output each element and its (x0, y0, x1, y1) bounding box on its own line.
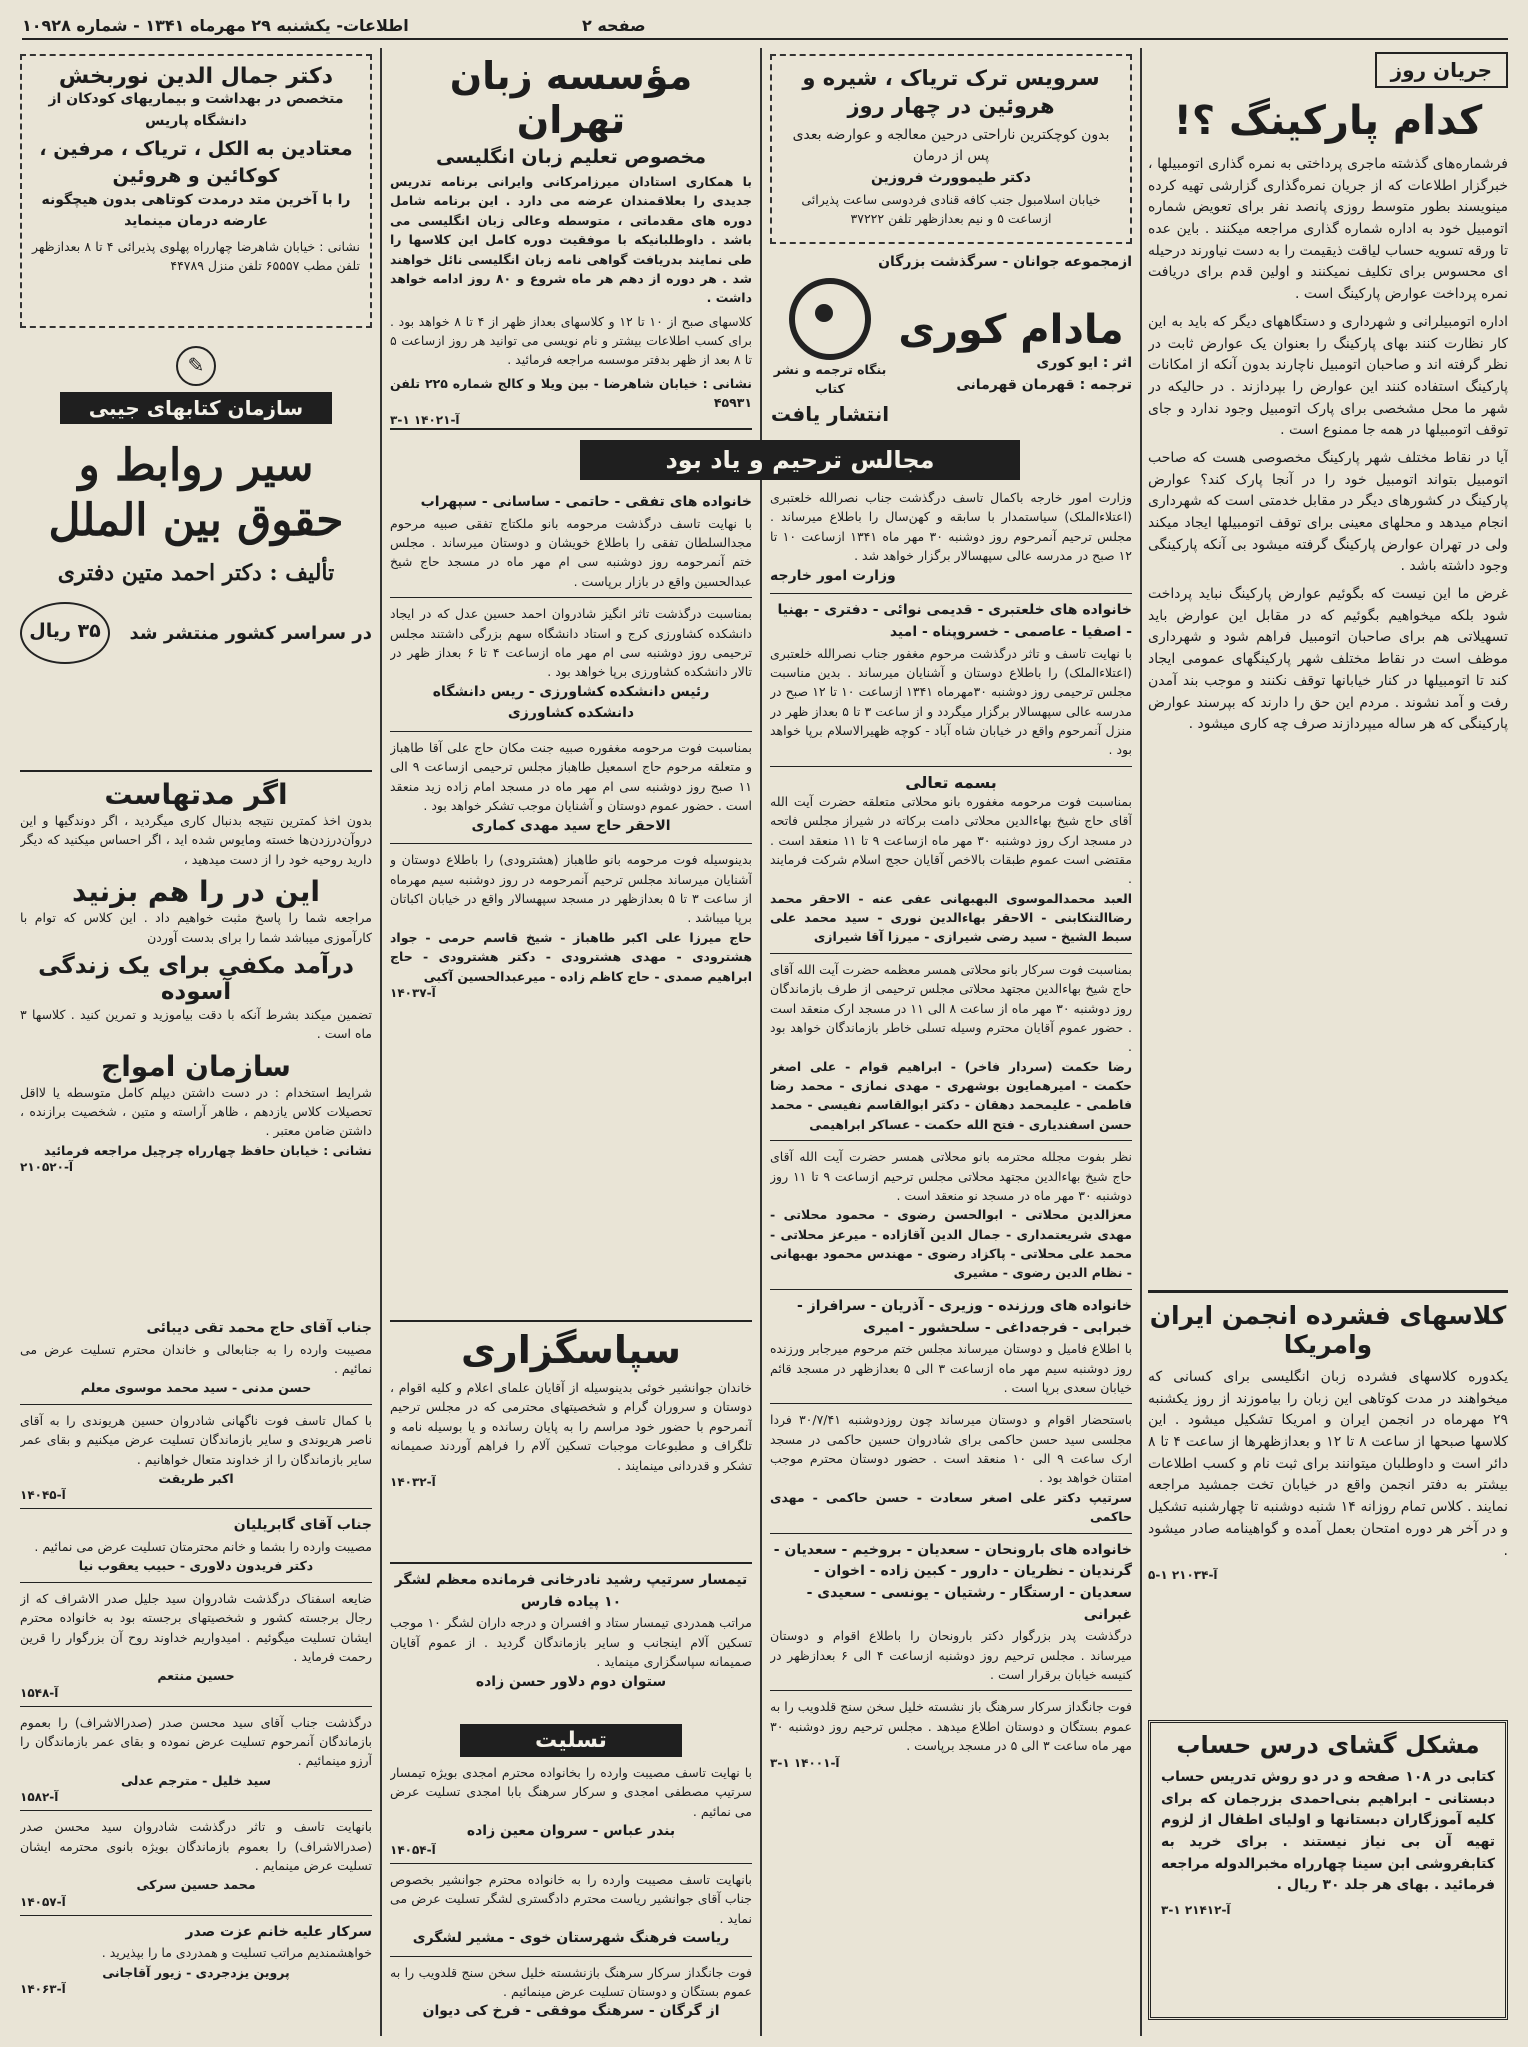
cure-ad-doctor: دکتر طیموورث فروزین (871, 170, 1031, 187)
job-ad-company: سازمان امواج (101, 1049, 291, 1083)
notice-signature: محمد حسین سرکی (136, 1877, 256, 1893)
notice-body: بمناسبت فوت مرحومه مغفوره بانو محلاتی متعلقه حضرت آیت الله آقای حاج شیخ بهاءالدین محلاتی دامت برکاته در شیراز مجلس فاتحه در مسجد ارک روز دوشنبه ۳۰ مهر ماه ازساعت ۹ تا ۱۱ منعقد است . مقتضی است عموم طبقات بالاخص آقایان حجج اسلام شرکت فرمایند . (770, 793, 1132, 887)
book-title: مادام کوری (898, 307, 1124, 354)
doctor-ad (20, 54, 372, 328)
doctor-treatments-note: را با آخرین متد درمدت کوتاهی بدون هیچگونه عارضه درمان مینماید (41, 191, 351, 230)
book-author: تألیف : دکتر احمد متین دفتری (57, 560, 335, 586)
notice-reference: آ-۱۵۸۲ (20, 1790, 59, 1805)
job-training-ad (20, 770, 372, 1310)
notice-signature: حاج میرزا علی اکبر طاهباز - شیخ قاسم حرمی - جواد هشترودی - مهدی هشترودی - دکتر هشترودی - حاج ابراهیم صمدی - حاج کاظم زاده - میرعبدالحسین آکبی (390, 929, 752, 984)
iran-america-classes-ad (1148, 1290, 1508, 1680)
notice-reference: آ-۱۴۰۶۳ (20, 1982, 66, 1997)
notice-body: با نهایت تاسف و تاثر درگذشت مرحوم مغفور جناب نصرالله خلعتبری (اعتلاءالملک) را باطلاع دوستان و آشنایان میرساند . بدین مناسبت مجلس ترحیمی روز دوشنبه ۳۰مهرماه ۱۳۴۱ ازساعت ۱۰ تا ۱۲ صبح در مدرسه عالی سپهسالار برگزار میگردد و از ساعت ۳ تا ۵ بعداز ظهر در منزل آنمرحوم واقع در خیابان شاه آباد - کوچه ظهیرالاسلام برپا خواهد بود . (770, 645, 1132, 758)
army-notice-body: مراتب همدردی تیمسار ستاد و افسران و درجه داران لشگر ۱۰ موجب تسکین آلام اینجانب و سایر بازماندگان گردید . از عموم آقایان صمیمانه سپاسگزاری مینماید . (390, 1615, 752, 1670)
notice-title: خانواده های تفقی - حاتمی - ساسانی - سپهراب (420, 494, 752, 510)
thanks-title: سپاسگزاری (461, 1328, 681, 1372)
notice-signature: حسین منتعم (157, 1668, 235, 1684)
tehran-language-school-ad (390, 54, 752, 430)
notice-signature: رضا حکمت (سردار فاخر) - ابراهیم قوام - علی اصغر حکمت - امیرهمایون بوشهری - مهدی نمازی - محمد رضا فاطمی - علیمحمد دهقان - دکتر ابوالقاسم نفیسی - محمد حسن اسفندیاری - فتح الله حکمت - عساکر ابراهیمی (770, 1058, 1132, 1132)
condolence-reference: آ-۱۴۰۵۴ (390, 1842, 436, 1857)
editorial-paragraph: آیا در نقاط مختلف شهر پارکینگ مخصوصی هست که صاحب اتومبیل بتواند اتومبیل خود را در آنجا پارک کند؟ عوارض پارکینگ در کشورهای دیگر در مقابل خدمتی است که شهرداری انجام میدهد و محلهای معینی برای توقف اتومبیلها ایجاد میکند ولی در تهران عوارض پارکینگ گرفته میشود بی آنکه پارکینگی وجود داشته باشد . (1148, 449, 1508, 575)
condolence-section (390, 1724, 752, 2044)
publisher-logo-icon (789, 278, 871, 360)
ad-title: کلاسهای فشرده انجمن ایران وامریکا (1149, 1301, 1507, 1359)
school-hours: کلاسهای صبح از ۱۰ تا ۱۲ و کلاسهای بعداز ظهر از ۴ تا ۸ خواهد بود . برای کسب اطلاعات بیشتر و نام نویسی می توانید هر روز ازساعت ۵ تا ۸ بعد از ظهر بدفتر موسسه مراجعه فرمائید . (390, 313, 752, 368)
column-divider (1140, 48, 1142, 2036)
notice-signature: اکبر طریقت (158, 1470, 234, 1486)
notice-signature: حسن مدنی - سید محمد موسوی معلم (80, 1380, 312, 1396)
notice-body: فوت جانگداز سرکار سرهنگ باز نشسته خلیل سخن سنج قلدویب را به عموم بستگان و دوستان اطلاع میدهد . مجلس ترحیم روز دوشنبه ۳۰ مهر ماه ساعت ۳ الی ۵ در مسجد برپاست . (770, 1699, 1132, 1754)
notice-reference: آ-۱۴۰۴۵ (20, 1488, 66, 1503)
notice-title: سرکار علیه خانم عزت صدر (185, 1923, 372, 1940)
notice-signature: العبد محمدالموسوی البهبهانی عفی عنه - الاحقر محمد رضاالتنکابنی - الاحقر بهاءالدین نوری - سید محمد علی سبط الشیخ - سید رضی شیرازی - میرزا آقا شیرازی (770, 890, 1132, 945)
condolence-body: فوت جانگداز سرکار سرهنگ بازنشسته خلیل سخن سنج قلدویب را به عموم بستگان و دوستان تسلیت عرض مینمائیم . (390, 1964, 752, 1999)
pocket-books-logo-icon: ✎ (176, 346, 216, 386)
notice-title: بسمه تعالی (905, 772, 997, 792)
column-divider (380, 48, 382, 2036)
notice-signature: دکتر فریدون دلاوری - حبیب یعقوب نیا (78, 1558, 314, 1574)
doctor-treatments: معتادین به الکل ، تریاک ، مرفین ، کوکائین و هروئین (39, 138, 353, 187)
notice-signature: وزارت امور خارجه (770, 567, 896, 584)
editorial-paragraph: اداره اتومبیلرانی و شهرداری و دستگاههای دیگر که باید به این کار نظارت کنند بهای پارکینگ را بعنوان یک عوارض ثابت در نظر گرفته اند و صاحبان اتومبیل ناچارند بدون آنکه از امکانات پارکینگ استفاده کنند این عوارض را بپردازند . در حالیکه در شهر ما محل مشخصی برای پارک اتومبیل وجود ندارد و جای توقف اتومبیلها در همه جا ممنوع است . (1148, 313, 1508, 439)
memorial-notices-column-2 (390, 492, 752, 1312)
notice-signature: سرتیپ دکتر علی اصغر سعادت - حسن حاکمی - مهدی حاکمی (770, 1489, 1132, 1525)
notice-reference: آ-۱۴۰۵۷ (20, 1894, 66, 1909)
doctor-address: نشانی : خیابان شاهرضا چهارراه پهلوی پذیرائی ۴ تا ۸ بعدازظهر تلفن مطب ۶۵۵۵۷ تلفن منزل ۴۴۷۸۹ (32, 238, 360, 274)
notice-signature: پروین یزدجردی - زیور آقاجانی (102, 1964, 290, 1980)
editorial-paragraph: غرض ما این نیست که بگوئیم عوارض پارکینگ نباید پرداخت شود بلکه میخواهیم بگوئیم که در مقابل این عوارض باید تسهیلاتی هم برای صاحبان اتومبیل فراهم شود و شهرداری موظف است در نقاط مختلف شهر پارکینگهای عمومی ایجاد کند تا اتومبیلها در کنار خیابانها توقف نکنند و موجب بند آمدن رفت و آمد نشوند . مردم این حق را دارند که بپرسند عوارض پارکینگی که هر ساله میپردازند صرف چه کاری میشود . (1148, 586, 1508, 733)
notice-body: درگذشت پدر بزرگوار دکتر بارونحان را باطلاع اقوام و دوستان میرساند . مجلس ترحیم روز دوشنبه ازساعت ۴ الی ۶ بعدازظهر در کنیسه خیابان برقرار است . (770, 1628, 1132, 1683)
school-reference: آ-۱۴۰۲۱ ۱-۳ (390, 412, 460, 427)
job-ad-reference: آ-۲۱۰۵۲۰ (20, 1160, 74, 1175)
job-ad-headline: اگر مدتهاست (104, 778, 288, 811)
notice-body: با اطلاع فامیل و دوستان میرساند مجلس ختم مرحوم میرجابر ورزنده روز دوشنبه سیم مهر ماه ازساعت ۳ الی ۵ بعدازظهر در مسجد قائم خیابان سعدی برپا است . (770, 1341, 1132, 1395)
school-address: نشانی : خیابان شاهرضا - بین ویلا و کالج شماره ۲۲۵ تلفن ۴۵۹۳۱ (390, 375, 752, 411)
school-description: با همکاری استادان میرزامرکانی وایرانی برنامه تدریس جدیدی را بعلاقمندان عرضه می دارد . این برنامه شامل دوره های مقدماتی ، متوسطه وعالی زبان انگلیسی می باشد . داوطلبانیکه با موفقیت دوره کامل این کلاسها را طی نمایند بدریافت گواهی نامه زبان انگلیسی نائل خواهند شد . هر دوره از دهم هر ماه شروع و ۸۰ روز ادامه خواهد داشت . (390, 174, 752, 306)
book-translator: ترجمه : قهرمان قهرمانی (956, 377, 1132, 394)
book-publish-status: انتشار یافت (770, 402, 890, 427)
thanks-reference: آ-۱۴۰۳۲ (390, 1474, 436, 1489)
notice-body: وزارت امور خارجه باکمال تاسف درگذشت جناب نصرالله خلعتبری (اعتلاءالملک) سیاستمدار با سابقه و کهن‌سال را باطلاع میرساند . مجلس ترحیم آنمرحوم روز دوشنبه ۳۰ مهر ماه ۱۳۴۱ ازساعت ۱۰ تا ۱۲ صبح در مدرسه عالی سپهسالار برگزار خواهد شد . (770, 490, 1132, 564)
addiction-cure-ad (770, 54, 1132, 244)
job-ad-headline: درآمد مکفی برای یک زندگی آسوده (38, 952, 354, 1005)
notice-body: بدینوسیله فوت مرحومه بانو طاهباز (هشترودی) را باطلاع دوستان و آشنایان میرساند مجلس ترحیم آنمرحومه در روز دوشنبه سیم مهرماه از ساعت ۳ تا ۵ بعدازظهر در مسجد سپهسالار واقع در خیابان اکباتان برپا میباشد . (390, 852, 752, 926)
book-series-line: ازمجموعه جوانان - سرگذشت بزرگان (878, 254, 1132, 270)
notice-reference: آ-۱۵۴۸ (20, 1685, 59, 1700)
job-ad-body: تضمین میکند بشرط آنکه با دقت بیاموزید و تمرین کنید . کلاسها ۳ ماه است . (20, 1006, 372, 1042)
condolence-signature: از گرگان - سرهنگ موفقی - فرخ کی دیوان (422, 2003, 720, 2020)
thanks-notice (390, 1320, 752, 1560)
school-name: مؤسسه زبان تهران (449, 54, 693, 142)
condolence-notices-column (20, 1318, 372, 2043)
ad-reference: آ-۲۱۰۳۴ ۱-۵ (1148, 1568, 1218, 1583)
job-ad-conditions: شرایط استخدام : در دست داشتن دیپلم کامل متوسطه یا لااقل تحصیلات کلاس یازدهم ، ظاهر آراسته و متین ، شخصیت برازنده ، داشتن ضامن معتبر . (20, 1084, 372, 1139)
publisher-name: بنگاه ترجمه و نشر کتاب (773, 361, 887, 397)
condolence-banner: تسلیت (460, 1724, 682, 1757)
section-tag: جریان روز (1375, 52, 1508, 88)
army-thanks-notice (390, 1562, 752, 1722)
notice-body: بمناسبت فوت مرحومه مغفوره صبیه جنت مکان حاج علی آقا طاهباز و متعلقه مرحوم حاج اسمعیل طاهباز مجلس ترحیمی ازساعت ۹ الی ۱۱ صبح روز دوشنبه سی ام مهر ماه در مسجد امام زاده زید منعقد است . حضور عموم دوستان و آشنایان موجب تشکر خواهد بود . (390, 740, 752, 814)
book-ad-body: کتابی در ۱۰۸ صفحه و در دو روش تدریس حساب دبستانی - ابراهیم بنی‌احمدی بزرجمان که برای کلیه آموزگاران دبستانها و اولیای اطفال از لزوم تهیه آن بی نیاز نیستند . برای خرید به کتابفروشی ابن سینا چهارراه مخبرالدوله مراجعه فرمائید . بهای هر جلد ۳۰ ریال . (1161, 1769, 1496, 1894)
doctor-specialty: متخصص در بهداشت و بیماریهای کودکان از دانشگاه پاریس (48, 91, 344, 129)
cure-ad-body: بدون کوچکترین ناراحتی درحین معالجه و عوارضه بعدی پس از درمان (792, 126, 1110, 165)
notice-body: با نهایت تاسف درگذشت مرحومه بانو ملکتاج تفقی صبیه مرحوم مجدالسلطان تفقی را باطلاع خویشان و دوستان میرساند . مجلس ختم آنمرحومه روز دوشنبه سی ام مهر ماه در مسجد حاج شیخ عبدالحسین واقع در بازار برپاست . (390, 515, 752, 589)
masthead (22, 16, 1508, 40)
column-divider (760, 48, 762, 2036)
distribution-note: در سراسر کشور منتشر شد (129, 622, 372, 644)
book-ad-reference: آ-۲۱۴۱۲ ۱-۳ (1161, 1903, 1231, 1918)
page-number: صفحه ۲ (582, 16, 646, 35)
notice-body: باستحضار اقوام و دوستان میرساند چون روزدوشنبه ۳۰/۷/۴۱ فردا مجلسی سید حسن حاکمی برای شادروان حسین حاکمی در مسجد ارک ساعت ۹ الی ۱۰ منعقد است . حضور دوستان محترم موجب امتنان خواهد بود . (770, 1412, 1132, 1486)
notice-body: خواهشمندیم مراتب تسلیت و همدردی ما را بپذیرید . (101, 1945, 372, 1961)
math-book-ad (1148, 1720, 1508, 2020)
condolence-body: با نهایت تاسف مصیبت وارده را بخانواده محترم امجدی بویژه تیمسار سرتیپ مصطفی امجدی و سرکار سرهنگ بابا امجدی تسلیت عرض می نمائیم . (390, 1765, 752, 1819)
notice-title: دانشکده کشاورزی (507, 705, 635, 722)
condolence-body: بانهایت تاسف مصیبت وارده را به خانواده محترم جوانشیر بخصوص جناب آقای جوانشیر ریاست محترم دادگستری لشگر تسلیت عرض می نماید . (390, 1871, 752, 1926)
thanks-body: خاندان جوانشیر خوئی بدینوسیله از آقایان علمای اعلام و کلیه اقوام ، دوستان و سروران گرام و شخصیتهای محترمی که در مجلس ترحیم آنمرحوم با حضور خود مراسم را به پایان رسانده و یا بوسیله نامه و تلگراف و مطبوعات موجبات تسکین آلام را فراهم آوردند صمیمانه تشکر و قدردانی مینمایند . (390, 1380, 752, 1473)
notice-signature: الاحقر حاج سید مهدی کماری (471, 817, 671, 834)
notice-title: خانواده های خلعتبری - قدیمی نوائی - دفتری - بهنیا - اصفیا - عاصمی - خسروپناه - امید (777, 602, 1132, 640)
notice-reference: آ-۱۴۰۳۷ (390, 985, 436, 1000)
notice-body: درگذشت جناب آقای سید محسن صدر (صدرالاشراف) را بعموم بازماندگان آنمرحوم تسلیت عرض نموده و بقای عمر بازماندگان را آرزو مینمائیم . (20, 1714, 372, 1769)
book-ad-title: مشکل گشای درس حساب (1176, 1731, 1480, 1759)
madame-curie-book-ad (770, 252, 1132, 430)
notice-reference: آ-۱۴۰۰۱ ۱-۳ (770, 1755, 840, 1770)
job-ad-address: نشانی : خیابان حافظ چهارراه چرچیل مراجعه فرمائید (44, 1142, 372, 1158)
school-subtitle: مخصوص تعلیم زبان انگلیسی (436, 146, 706, 168)
cure-ad-title: سرویس ترک تریاک ، شیره و هروئین در چهار روز (802, 66, 1100, 119)
notice-body: با کمال تاسف فوت ناگهانی شادروان حسین هریوندی را به آقای ناصر هریوندی و سایر بازماندگان تسلیت عرض میکنیم و بقای عمر سایر بازماندگان را از خداوند متعال خواهانیم . (20, 1412, 372, 1467)
army-notice-title: تیمسار سرتیپ رشید نادرخانی فرمانده معظم لشگر ۱۰ پیاده فارس (394, 1572, 748, 1610)
notice-body: بانهایت تاسف و تاثر درگذشت شادروان سید محسن صدر (صدرالاشراف) را بعموم بازماندگان بویژه بانوی محترمه ایشان تسلیت عرض مینمایم . (20, 1819, 372, 1873)
job-ad-body: مراجعه شما را پاسخ مثبت خواهیم داد . این کلاس که توام با کارآموزی میباشد شما را برای بدست آوردن (20, 910, 372, 945)
book-title: سیر روابط و حقوق بین الملل (48, 440, 344, 546)
notice-body: نظر بفوت مجلله محترمه بانو محلاتی همسر حضرت آیت الله آقای حاج شیخ بهاءالدین مجتهد محلاتی مجلس ترحیم ازساعت ۹ تا ۱۱ روز دوشنبه ۳۰ مهر ماه در مسجد نو منعقد است . (770, 1149, 1132, 1203)
ad-body: یکدوره کلاسهای فشرده زبان انگلیسی برای کسانی که میخواهند در مدت کوتاهی این زبان را بیاموزند از روز یکشنبه ۲۹ مهرماه در انجمن ایران و امریکا تشکیل میشود . این کلاسها صبحها از ساعت ۸ تا ۱۲ و بعدازظهرها از ساعت ۴ تا ۸ دائر است و داوطلبان میتوانند برای ثبت نام و کسب اطلاعات بیشتر به دفتر انجمن واقع در خیابان تخت جمشید مراجعه نمایند . کلاس تمام روزانه ۱۴ شنبه دوشنبه تا چهارشنبه تشکیل و در آخر هر دوره امتحان بعمل آمده و گواهینامه صادر میشود . (1148, 1369, 1508, 1559)
notice-title: خانواده های بارونحان - سعدیان - بروخیم - سعدیان - گرندیان - نظریان - دارور - کبین زاده - اخوان - سعدیان - ارستگار - رشتیان - یونسی - سعیدی - غبرانی (773, 1541, 1132, 1623)
editorial-column (1148, 52, 1508, 1232)
book-author: اثر : ایو کوری (1036, 355, 1132, 372)
condolence-signature: بندر عباس - سروان معین زاده (466, 1823, 676, 1840)
price-badge: ۳۵ ریال (20, 602, 110, 664)
condolence-signature: ریاست فرهنگ شهرستان خوی - مشیر لشگری (412, 1929, 730, 1946)
notice-body: بمناسبت فوت سرکار بانو محلاتی همسر معظمه حضرت آیت الله آقای حاج شیخ بهاءالدین مجتهد محلاتی مجلس ترحیمی از طرف بازماندگان روز دوشنبه ۳۰ مهر ماه از ساعت ۸ الی ۱۱ در مسجد ارک منعقد است . حضور عموم آقایان محترم وسیله تسلی خاطر بازماندگان خواهد بود . (770, 961, 1132, 1055)
notice-body: بمناسبت درگذشت تاثر انگیز شادروان احمد حسین عدل که در ایجاد دانشکده کشاورزی کرج و استاد دانشگاه سهم بزرگی داشتند مجلس ترحیمی روز دوشنبه سی ام مهر ماه ازساعت ۴ تا ۶ بعداز ظهر در تالار دانشکده کشاورزی برپا خواهد بود . (390, 606, 752, 680)
editorial-headline: کدام پارکینگ ؟! (1173, 98, 1483, 144)
pocket-books-ad (20, 346, 372, 766)
memorial-notices-column (770, 488, 1132, 2043)
cure-ad-address: خیابان اسلامبول جنب کافه قنادی فردوسی ساعت پذیرائی ازساعت ۵ و نیم بعدازظهر تلفن ۳۷۲۲۲ (801, 191, 1101, 227)
notice-title: جناب آقای حاج محمد تقی دیبائی (146, 1320, 372, 1336)
notice-signature: رئیس دانشکده کشاورزی - ریس دانشگاه (432, 683, 710, 700)
notice-signature: سید خلیل - مترجم عدلی (120, 1772, 272, 1788)
doctor-name: دکتر جمال الدین نوربخش (58, 64, 334, 89)
notice-body: مصیبت وارده را بشما و خانم محترمتان تسلیت عرض می نمائیم . (34, 1539, 372, 1554)
editorial-paragraph: فرشماره‌های گذشته ماجری پرداختی به نمره گذاری اتومبیلها ، خبرگزار اطلاعات که از جریان نمره‌گذاری گزارشی تهیه کرده مینویسند بطور متوسط روزی پانصد نفر برای تعویض شماره اتومبیل خود به اداره شماره گذاری مراجعه میکنند . باین عده تا ورقه تسویه حساب لیاقت ذیقیمت را به دست نیاورند درحیله ای محسوس برای تکلیف نمیکنند و اولین قدم برای دریافت نمره پرداخت عوارض پارکینگ است . (1148, 156, 1508, 303)
notice-signature: معزالدین محلاتی - ابوالحسن رضوی - محمود محلاتی - مهدی شریعتمداری - جمال الدین آقازاده - میرعز محلاتی - محمد علی محلاتی - پاکزاد رضوی - مهندس محمود بهبهانی - نظام الدین رضوی - مشیری (770, 1207, 1132, 1281)
memorial-section-banner: مجالس ترحیم و یاد بود (580, 440, 1020, 480)
notice-body: ضایعه اسفناک درگذشت شادروان سید جلیل صدر الاشراف که از رجال برجسته کشور و شخصیتهای برجسته بود به خانواده محترم ایشان تسلیت میگوئیم . امیدواریم خداوند روح آن بزرگوار را قرین رحمت فرماید . (20, 1590, 372, 1664)
issue-date-line: اطلاعات- یکشنبه ۲۹ مهرماه ۱۳۴۱ - شماره ۱۰۹۲۸ (22, 16, 409, 35)
job-ad-body: بدون اخذ کمترین نتیجه بدنبال کاری میگردید ، اگر دوندگیها و این دروآن‌درزدن‌ها خسته ومایوس شده اید ، اگر احساس میکنید که دیگر دارید روحیه خود را از دست میدهید ، (20, 813, 372, 867)
pocket-books-org: سازمان کتابهای جیبی (60, 392, 332, 424)
army-notice-signature: ستوان دوم دلاور حسن زاده (475, 1673, 667, 1690)
notice-title: خانواده های ورزنده - وزیری - آذریان - سرافراز - خبرابی - فرجه‌داغی - سلحشور - امیری (796, 1297, 1132, 1336)
notice-title: جناب آقای گابریلیان (233, 1517, 372, 1534)
job-ad-headline: این در را هم بزنید (72, 875, 320, 909)
notice-body: مصیبت وارده را به جنابعالی و خاندان محترم تسلیت عرض می نمائیم . (20, 1341, 372, 1377)
